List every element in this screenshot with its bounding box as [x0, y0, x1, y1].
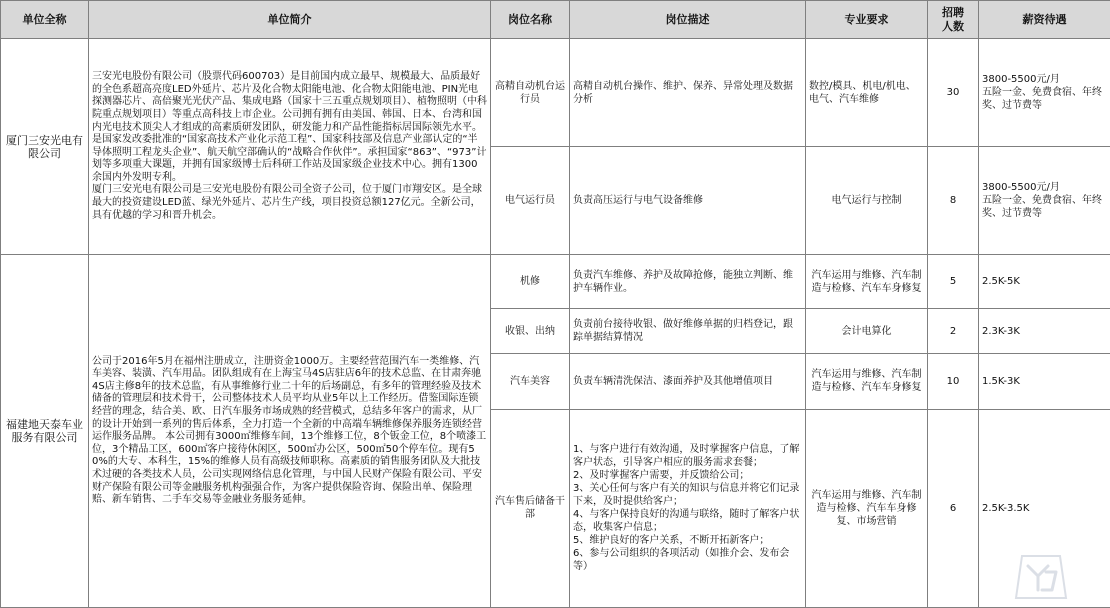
- position-title: 机修: [491, 255, 570, 309]
- position-description: 负责前台接待收银、做好维修单据的归档登记，跟踪单据结算情况: [570, 309, 806, 353]
- position-description: 负责汽车维修、养护及故障抢修，能独立判断、维护车辆作业。: [570, 255, 806, 309]
- position-title: 收银、出纳: [491, 309, 570, 353]
- position-requirement: 电气运行与控制: [806, 147, 928, 255]
- position-count: 10: [928, 353, 979, 409]
- position-requirement: 汽车运用与维修、汽车制造与检修、汽车车身修复: [806, 353, 928, 409]
- table-row: [1, 39, 1110, 147]
- company-intro: 三安光电股份有限公司（股票代码600703）是目前国内成立最早、规模最大、品质最好的全色系超高亮度LED外延片、芯片及化合物太阳能电池、化合物太阳能电池、PIN光电探测器芯片、高倍聚光光伏产品、集成电路（国家十三五重点规划项目）、植物照明（中科院重点规划项目）等重点高科技上市企业。公司拥有拥有由美国、韩国、日本、台湾和国内光电技术顶尖人才组成的高素质研发团队，研发能力和产品性能指标居国际领先水平。是国家发改委批准的“国家高技术产业化示范工程”、国家科技部及信息产业部认定的“半导体照明工程龙头企业”、航天航空部确认的“战略合作伙伴”。承担国家“863”、“973”计划等多项重大课题，并拥有国家级博士后科研工作站及国家级企业技术中心。拥有1300余国内外发明专利。 厦门三安光电有限公司是三安光电股份有限公司全资子公司，位于厦门市翔安区。是全球最大的投资建设LED蓝、绿光外延片、芯片生产线，项目投资总额127亿元。全新公司，具有优越的学习和晋升机会。: [89, 39, 491, 255]
- header-row: [1, 1, 1110, 39]
- position-title: 汽车美容: [491, 353, 570, 409]
- company-name: 福建地天泰车业服务有限公司: [1, 255, 89, 608]
- position-description: 负责高压运行与电气设备维修: [570, 147, 806, 255]
- position-count: 6: [928, 409, 979, 607]
- position-salary: 3800-5500元/月 五险一金、免费食宿、年终奖、过节费等: [979, 39, 1110, 147]
- position-requirement: 汽车运用与维修、汽车制造与检修、汽车车身修复、市场营销: [806, 409, 928, 607]
- position-title: 高精自动机台运行员: [491, 39, 570, 147]
- header-description: 岗位描述: [570, 1, 806, 39]
- position-description: 负责车辆清洗保洁、漆面养护及其他增值项目: [570, 353, 806, 409]
- position-description: 1、与客户进行有效沟通，及时掌握客户信息，了解客户状态，引导客户相应的服务需求套餐； 2、及时掌握客户需要，并反馈给公司； 3、关心任何与客户有关的知识与信息并将它们记录下来，及时提供给客户； 4、与客户保持良好的沟通与联络，随时了解客户状态，收集客户信息； 5、维护良好的客户关系，不断开拓新客户； 6、参与公司组织的各项活动（如推介会、发布会等）: [570, 409, 806, 607]
- position-count: 5: [928, 255, 979, 309]
- company-intro: 公司于2016年5月在福州注册成立，注册资金1000万。主要经营范围汽车一类维修、汽车美容、装潢、汽车用品。团队组成有在上海宝马4S店驻店6年的技术总监、在甘肃奔驰4S店主修8年的技术总监，有从事维修行业二十年的后场副总，有多年的管理经验及技术储备的管理层和技术骨干，公司整体技术人员平均从业5年以上工作经历。借鉴国际连锁经营的理念，结合美、欧、日汽车服务市场成熟的经营模式，总结多年客户的需求，从厂的设计开始到一系列的售后体系，全力打造一个全新的中高端车辆维修保养服务连锁经营运作服务品牌。 本公司拥有3000㎡维修车间，13个维修工位，8个钣金工位，8个喷漆工位，3个精品工区，600㎡客户接待休闲区，500㎡办公区，500㎡50个停车位。现有50%的大专、本科生，15%的维修人员有高级技师职称。高素质的销售服务团队及大批技术过硬的各类技术人员，公司实现网络信息化管理，与中国人民财产保险有限公司、平安财产保险有限公司等金融服务机构强强合作，为客户提供保险咨询、保险出单、保险理赔、新车销售、二手车交易等金融业务服务延伸。: [89, 255, 491, 608]
- position-title: 电气运行员: [491, 147, 570, 255]
- position-requirement: 汽车运用与维修、汽车制造与检修、汽车车身修复: [806, 255, 928, 309]
- position-salary: 2.3K-3K: [979, 309, 1110, 353]
- header-count: 招聘 人数: [928, 1, 979, 39]
- position-salary: 2.5K-5K: [979, 255, 1110, 309]
- position-title: 汽车售后储备干部: [491, 409, 570, 607]
- header-position: 岗位名称: [491, 1, 570, 39]
- position-count: 8: [928, 147, 979, 255]
- position-requirement: 会计电算化: [806, 309, 928, 353]
- header-company: 单位全称: [1, 1, 89, 39]
- header-salary: 薪资待遇: [979, 1, 1110, 39]
- position-salary: 1.5K-3K: [979, 353, 1110, 409]
- position-description: 高精自动机台操作、维护、保养、异常处理及数据分析: [570, 39, 806, 147]
- position-count: 30: [928, 39, 979, 147]
- header-intro: 单位简介: [89, 1, 491, 39]
- position-count: 2: [928, 309, 979, 353]
- table-row: [1, 255, 1110, 309]
- position-salary: 2.5K-3.5K: [979, 409, 1110, 607]
- position-salary: 3800-5500元/月 五险一金、免费食宿、年终奖、过节费等: [979, 147, 1110, 255]
- company-name: 厦门三安光电有限公司: [1, 39, 89, 255]
- header-requirement: 专业要求: [806, 1, 928, 39]
- position-requirement: 数控/模具、机电/机电、电气、汽车维修: [806, 39, 928, 147]
